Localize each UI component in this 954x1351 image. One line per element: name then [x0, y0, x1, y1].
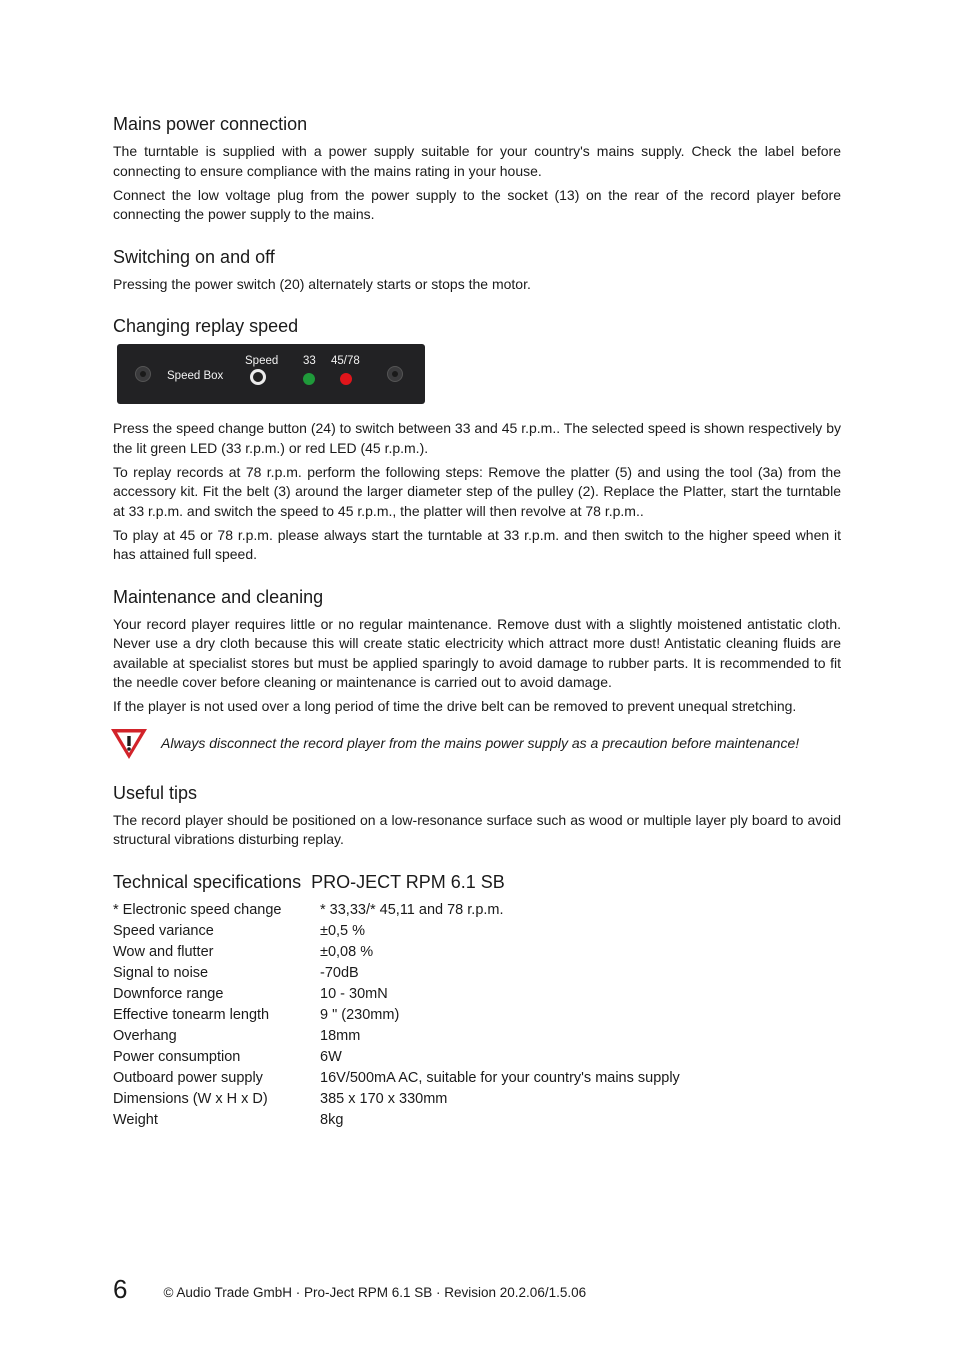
spec-row [113, 963, 680, 984]
spec-row [113, 921, 680, 942]
paragraph: To replay records at 78 r.p.m. perform the following steps: Remove the platter (5) and using the tool (3a) from the accessory kit. Fit the belt (3) around the larger diameter step of the pulley (2). Replace the Platter, start the turntable at 33 r.p.m. and switch the speed to 45 r.p.m., the platter will then revolve at 78 r.p.m.. [113, 463, 841, 519]
page-number: 6 [113, 1274, 128, 1304]
spec-table [113, 900, 680, 1131]
heading-switching: Switching on and off [113, 246, 275, 267]
spec-value: 385 x 170 x 330mm [320, 1090, 448, 1107]
led-33-label: 33 [303, 355, 316, 367]
section-maintenance [113, 585, 841, 717]
spec-label: Power consumption [113, 1048, 241, 1065]
spec-value: * 33,33/* 45,11 and 78 r.p.m. [320, 901, 504, 918]
section-switching [113, 245, 841, 295]
spec-value: 6W [320, 1048, 342, 1065]
spec-label: Signal to noise [113, 964, 209, 981]
spec-label: Effective tonearm length [113, 1006, 270, 1023]
paragraph: The turntable is supplied with a power supply suitable for your country's mains supply. Check the label before connecting to ensure compliance with the mains rating in your house. [113, 143, 841, 179]
warning-notice [109, 727, 841, 761]
heading-maintenance: Maintenance and cleaning [113, 586, 324, 607]
spec-row [113, 984, 680, 1005]
speed-box-label: Speed Box [167, 370, 224, 382]
spec-label: Downforce range [113, 985, 224, 1002]
spec-row [113, 942, 680, 963]
spec-value: 9 " (230mm) [320, 1006, 400, 1023]
spec-label: Weight [113, 1111, 158, 1128]
paragraph: The record player should be positioned on a low-resonance surface such as wood or multiple layer ply board to avoid structural vibrations disturbing replay. [113, 811, 841, 847]
led-45-78-label: 45/78 [331, 355, 360, 367]
spec-value: ±0,5 % [320, 922, 366, 939]
spec-label: Outboard power supply [113, 1069, 263, 1086]
heading-tech-specs: Technical specifications PRO-JECT RPM 6.1 SB [113, 871, 505, 892]
spec-row [113, 1068, 680, 1089]
screw-icon [135, 366, 151, 382]
spec-value: 10 - 30mN [320, 985, 388, 1002]
paragraph: To play at 45 or 78 r.p.m. please always start the turntable at 33 r.p.m. and then switch to the higher speed when it has attained full speed. [113, 526, 841, 562]
spec-label: Overhang [113, 1027, 177, 1044]
paragraph: Pressing the power switch (20) alternately starts or stops the motor. [113, 275, 531, 292]
screw-icon [387, 366, 403, 382]
section-tech-specs [113, 870, 841, 1131]
speed-box-illustration [117, 344, 425, 404]
spec-value: 18mm [320, 1027, 361, 1044]
spec-value: 8kg [320, 1111, 344, 1128]
spec-row [113, 1047, 680, 1068]
spec-label: Speed variance [113, 922, 214, 939]
paragraph: If the player is not used over a long period of time the drive belt can be removed to prevent unequal stretching. [113, 698, 797, 714]
spec-label: Dimensions (W x H x D) [113, 1090, 268, 1107]
page-footer [113, 1274, 586, 1304]
spec-value: -70dB [320, 964, 359, 981]
section-replay-speed [113, 314, 841, 565]
manual-page [113, 112, 841, 1151]
section-useful-tips [113, 781, 841, 850]
warning-triangle-icon [109, 727, 149, 761]
warning-text: Always disconnect the record player from the mains power supply as a precaution before maintenance! [161, 734, 800, 751]
spec-label: * Electronic speed change [113, 901, 282, 918]
spec-row [113, 1026, 680, 1047]
heading-useful-tips: Useful tips [113, 782, 198, 803]
spec-row [113, 900, 680, 921]
footer-text: © Audio Trade GmbH · Pro-Ject RPM 6.1 SB · Revision 20.2.06/1.5.06 [163, 1285, 587, 1300]
spec-value: ±0,08 % [320, 943, 374, 960]
spec-label: Wow and flutter [113, 943, 214, 960]
speed-knob-icon [250, 369, 266, 385]
red-led-icon [340, 373, 352, 385]
speed-knob-label: Speed [245, 355, 279, 367]
spec-row [113, 1005, 680, 1026]
paragraph: Your record player requires little or no regular maintenance. Remove dust with a slightly moistened antistatic cloth. Never use a dry cloth because this will create static electricity which attract more dust! Antistatic cleaning fluids are available at specialist stores but must be applied sparingly to avoid damage to rubber parts. It is recommended to fit the needle cover before cleaning or maintenance is carried out to avoid damage. [113, 615, 841, 690]
spec-value: 16V/500mA AC, suitable for your country's mains supply [320, 1069, 680, 1086]
section-mains-power [113, 112, 841, 225]
heading-replay-speed: Changing replay speed [113, 316, 299, 336]
heading-mains-power: Mains power connection [113, 114, 308, 134]
green-led-icon [303, 373, 315, 385]
paragraph: Press the speed change button (24) to switch between 33 and 45 r.p.m.. The selected speed is shown respectively by the lit green LED (33 r.p.m.) or red LED (45 r.p.m.). [113, 420, 841, 456]
paragraph: Connect the low voltage plug from the power supply to the socket (13) on the rear of the record player before connecting the power supply to the mains. [113, 186, 841, 222]
spec-row [113, 1110, 680, 1131]
spec-row [113, 1089, 680, 1110]
